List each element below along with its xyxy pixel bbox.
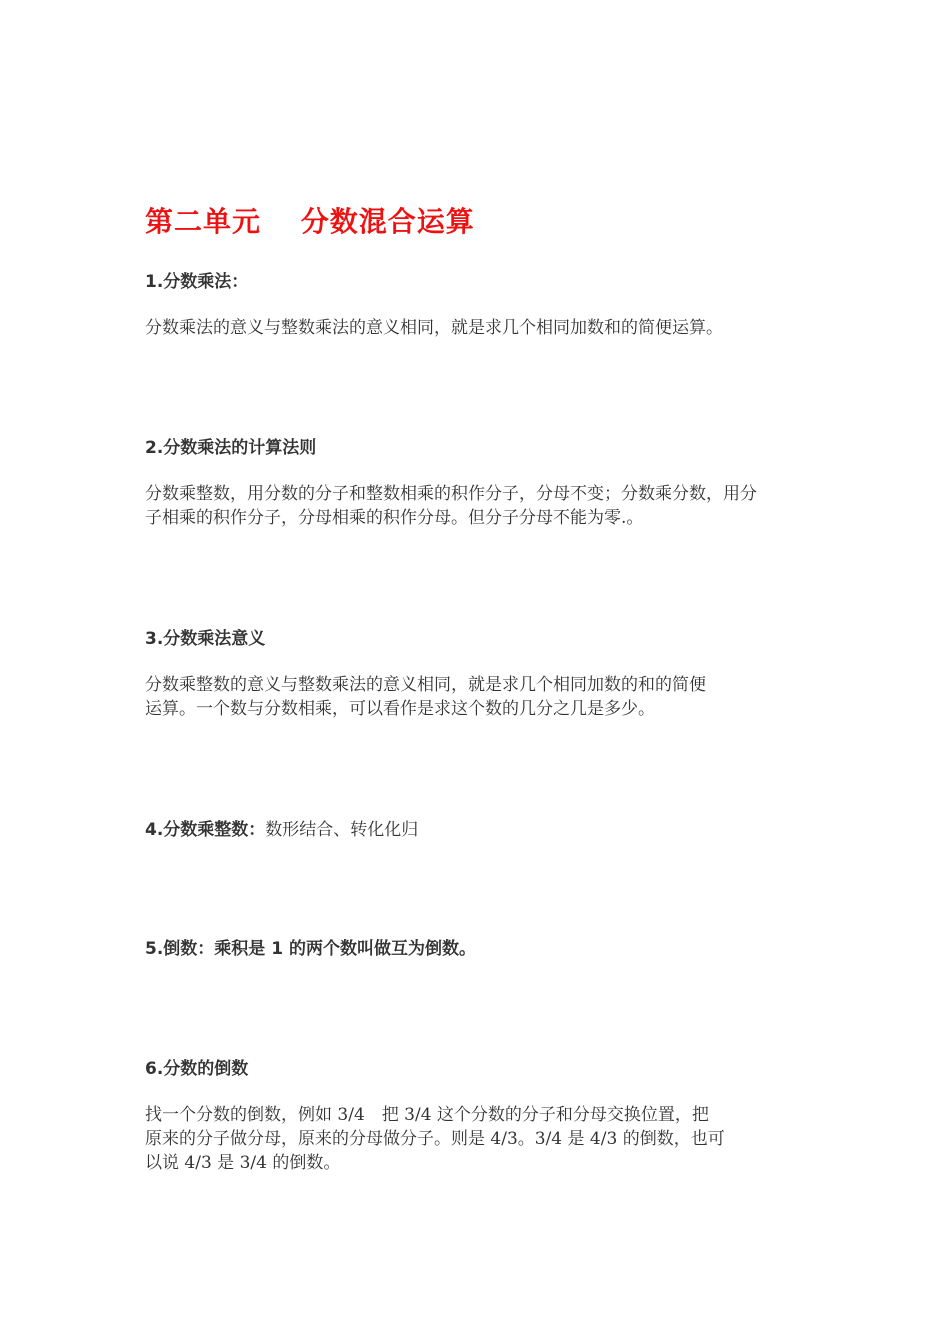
section-5 <box>145 937 815 961</box>
section-body: 分数乘整数，用分数的分子和整数相乘的积作分子，分母不变；分数乘分数，用分 子相乘的积作分子，分母相乘的积作分母。但分子分母不能为零.。 <box>145 484 757 528</box>
section-heading: 5.倒数：乘积是 1 的两个数叫做互为倒数。 <box>145 939 476 959</box>
section-heading-extra: 数形结合、转化化归 <box>265 820 419 840</box>
section-heading: 6.分数的倒数 <box>145 1059 249 1079</box>
section-heading <box>145 818 815 842</box>
section-heading-label: 4.分数乘整数： <box>145 820 266 840</box>
section-4 <box>145 818 815 842</box>
section-body: 找一个分数的倒数，例如 3/4 把 3/4 这个分数的分子和分母交换位置，把 原来的分子做分母，原来的分母做分子。则是 4/3。3/4 是 4/3 的倒数，也可 以说 4/3 是 3/4 的倒数。 <box>145 1105 725 1173</box>
section-6 <box>145 1057 815 1175</box>
section-heading: 3.分数乘法意义 <box>145 629 266 649</box>
section-2 <box>145 436 815 530</box>
section-1 <box>145 270 815 340</box>
page-title: 第二单元 分数混合运算 <box>145 205 475 238</box>
section-heading: 1.分数乘法： <box>145 272 249 292</box>
section-3 <box>145 627 815 721</box>
section-body: 分数乘法的意义与整数乘法的意义相同，就是求几个相同加数和的简便运算。 <box>145 318 723 338</box>
section-body: 分数乘整数的意义与整数乘法的意义相同，就是求几个相同加数的和的简便 运算。一个数与分数相乘，可以看作是求这个数的几分之几是多少。 <box>145 675 706 719</box>
section-heading: 2.分数乘法的计算法则 <box>145 438 317 458</box>
